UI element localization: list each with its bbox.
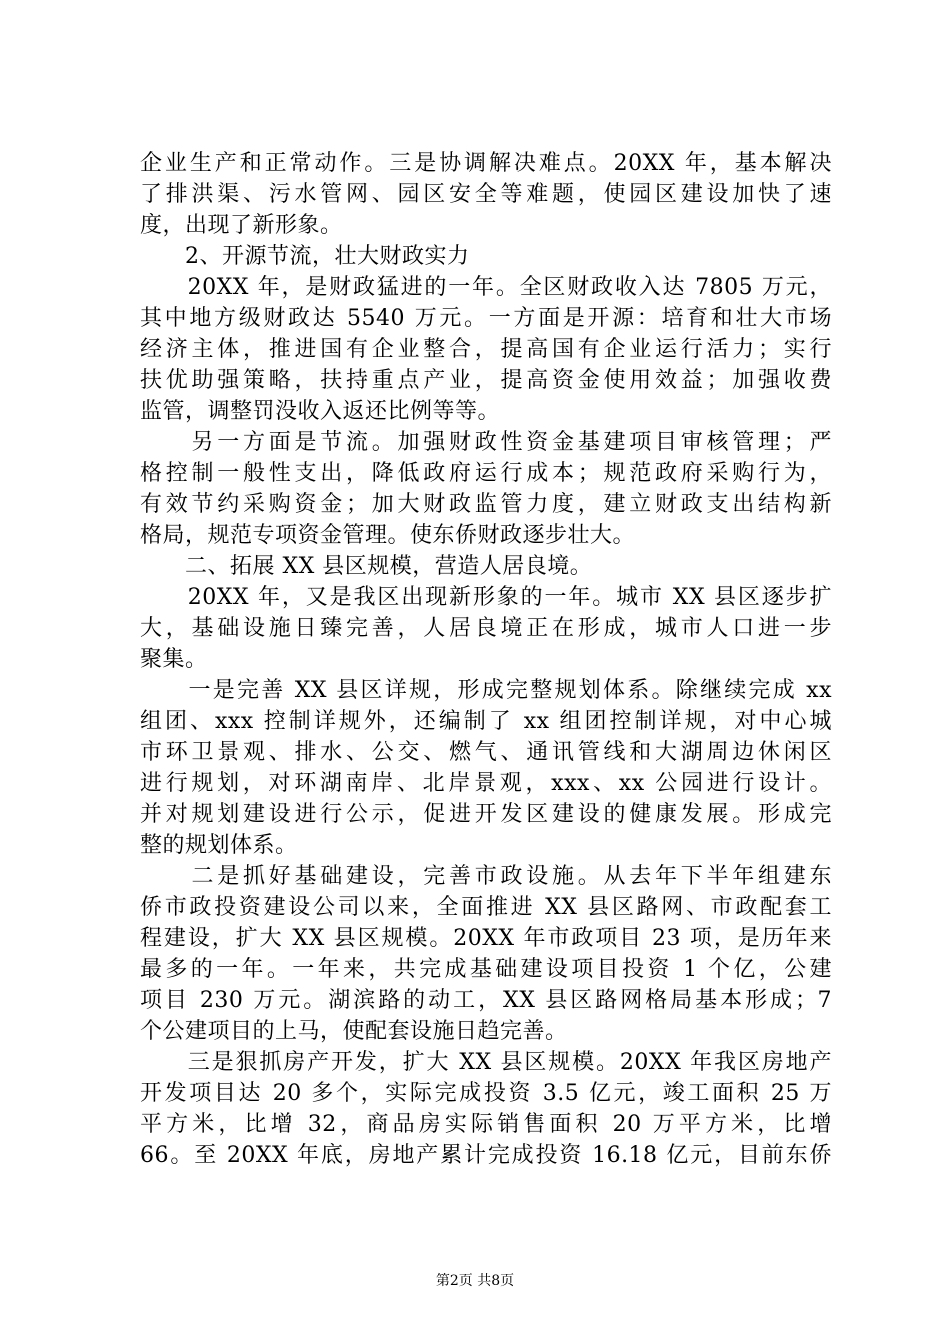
text-line: 了排洪渠、污水管网、园区安全等难题，使园区建设加快了速	[140, 182, 832, 207]
text-line: 项目 230 万元。湖滨路的动工，XX 县区路网格局基本形成；7	[140, 988, 832, 1013]
text-line: 组团、xxx 控制详规外，还编制了 xx 组团控制详规，对中心城	[140, 709, 832, 734]
text-line: 个公建项目的上马，使配套设施日趋完善。	[140, 1019, 568, 1044]
section-heading: 二、拓展 XX 县区规模，营造人居良境。	[140, 554, 593, 579]
text-line: 66。至 20XX 年底，房地产累计完成投资 16.18 亿元，目前东侨	[140, 1143, 832, 1168]
text-line: 并对规划建设进行公示，促进开发区建设的健康发展。形成完	[140, 802, 832, 827]
section-heading: 2、开源节流，壮大财政实力	[140, 244, 470, 269]
text-line: 监管，调整罚没收入返还比例等等。	[140, 399, 501, 424]
text-line: 有效节约采购资金；加大财政监管力度，建立财政支出结构新	[140, 492, 832, 517]
text-line: 程建设，扩大 XX 县区规模。20XX 年市政项目 23 项，是历年来	[140, 926, 832, 951]
text-line: 开发项目达 20 多个，实际完成投资 3.5 亿元，竣工面积 25 万	[140, 1081, 832, 1106]
text-line: 格局，规范专项资金管理。使东侨财政逐步壮大。	[140, 523, 636, 548]
text-line: 平方米，比增 32，商品房实际销售面积 20 万平方米，比增	[140, 1112, 832, 1137]
text-line: 整的规划体系。	[140, 833, 298, 858]
text-line: 企业生产和正常动作。三是协调解决难点。20XX 年，基本解决	[140, 151, 832, 176]
text-line: 扶优助强策略，扶持重点产业，提高资金使用效益；加强收费	[140, 368, 832, 393]
text-line: 另一方面是节流。加强财政性资金基建项目审核管理；严	[140, 430, 832, 455]
text-line: 大，基础设施日臻完善，人居良境正在形成，城市人口进一步	[140, 616, 832, 641]
text-line: 二是抓好基础建设，完善市政设施。从去年下半年组建东	[140, 864, 832, 889]
text-line: 三是狠抓房产开发，扩大 XX 县区规模。20XX 年我区房地产	[140, 1050, 832, 1075]
text-line: 其中地方级财政达 5540 万元。一方面是开源：培育和壮大市场	[140, 306, 832, 331]
page-footer: 第2页 共8页	[435, 1273, 515, 1289]
text-line: 20XX 年，又是我区出现新形象的一年。城市 XX 县区逐步扩	[140, 585, 832, 610]
text-line: 一是完善 XX 县区详规，形成完整规划体系。除继续完成 xx	[140, 678, 832, 703]
text-line: 度，出现了新形象。	[140, 213, 343, 238]
text-line: 20XX 年，是财政猛进的一年。全区财政收入达 7805 万元，	[140, 275, 832, 300]
document-body	[140, 148, 832, 1171]
text-line: 聚集。	[140, 647, 208, 672]
text-line: 最多的一年。一年来，共完成基础建设项目投资 1 个亿，公建	[140, 957, 832, 982]
text-line: 格控制一般性支出，降低政府运行成本；规范政府采购行为，	[140, 461, 832, 486]
text-line: 市环卫景观、排水、公交、燃气、通讯管线和大湖周边休闲区	[140, 740, 832, 765]
text-line: 进行规划，对环湖南岸、北岸景观，xxx、xx 公园进行设计。	[140, 771, 832, 796]
text-line: 经济主体，推进国有企业整合，提高国有企业运行活力；实行	[140, 337, 832, 362]
text-line: 侨市政投资建设公司以来，全面推进 XX 县区路网、市政配套工	[140, 895, 832, 920]
